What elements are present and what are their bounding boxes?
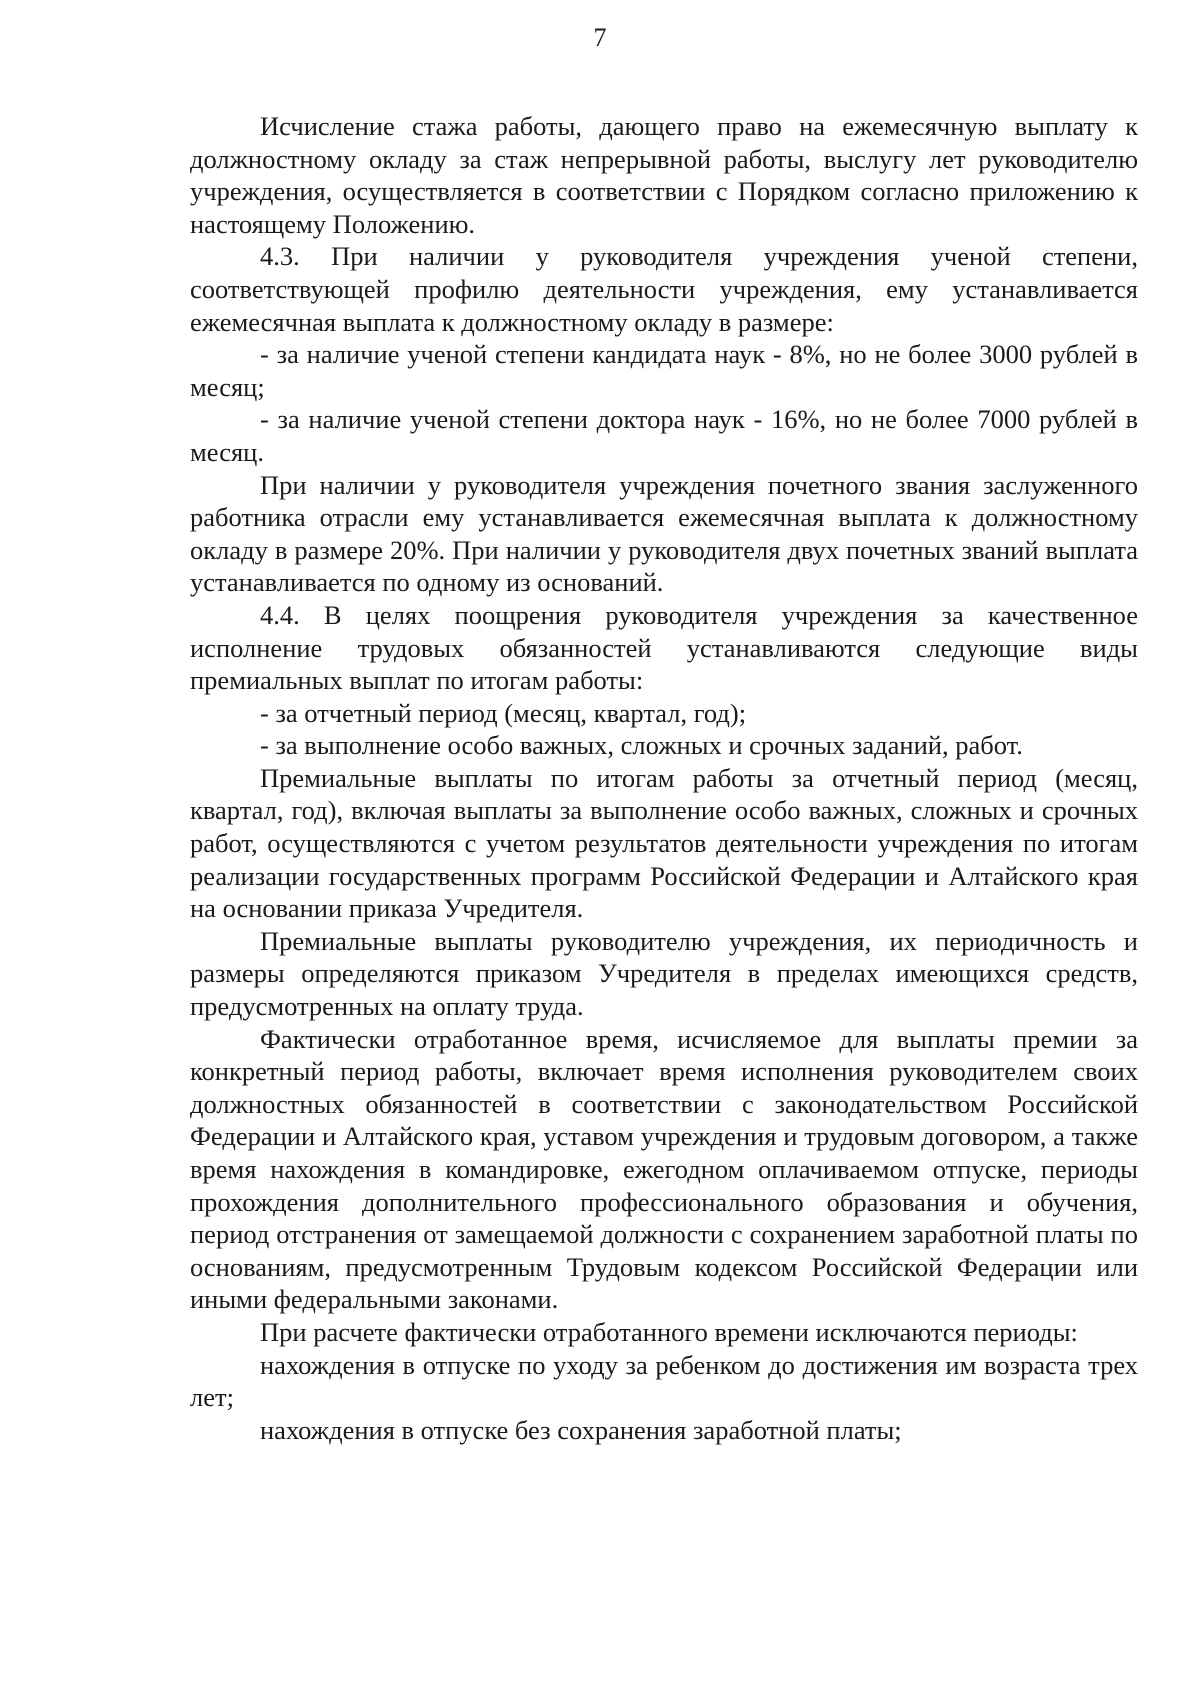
list-item-unpaid-leave: нахождения в отпуске без сохранения заработной платы; — [260, 1414, 902, 1445]
paragraph-honorary-title: При наличии у руководителя учреждения почетного звания заслуженного работника отрасли ему устанавливается ежемесячная выплата к должностному окладу в размере 20%. При наличии у руководителя двух почетных званий выплата устанавливается по одному из оснований. — [190, 469, 1138, 598]
paragraph-4-3-academic-degree: 4.3. При наличии у руководителя учреждения ученой степени, соответствующей профилю деятельности учреждения, ему устанавливается ежемесячная выплата к должностному окладу в размере: — [190, 241, 1138, 337]
paragraph-bonus-frequency: Премиальные выплаты руководителю учреждения, их периодичность и размеры определяются приказом Учредителя в пределах имеющихся средств, предусмотренных на оплату труда. — [190, 925, 1138, 1022]
paragraph-bonus-results: Премиальные выплаты по итогам работы за отчетный период (месяц, квартал, год), включая выплаты за выполнение особо важных, сложных и срочных работ, осуществляются с учетом результатов деятельности учреждения по итогам реализации государственных программ Российской Федерации и Алтайского края на основании приказа Учредителя. — [190, 762, 1138, 924]
list-item-doctor-degree: - за наличие ученой степени доктора наук - 16%, но не более 7000 рублей в месяц. — [190, 404, 1138, 467]
paragraph-4-4-bonus-types: 4.4. В целях поощрения руководителя учреждения за качественное исполнение трудовых обязанностей устанавливаются следующие виды премиальных выплат по итогам работы: — [190, 599, 1138, 696]
paragraph-seniority-calculation: Исчисление стажа работы, дающего право на ежемесячную выплату к должностному окладу за стаж непрерывной работы, выслугу лет руководителю учреждения, осуществляется в соответствии с Порядком согласно приложению к настоящему Положению. — [190, 111, 1138, 239]
list-item-childcare-leave: нахождения в отпуске по уходу за ребенком до достижения им возраста трех лет; — [190, 1349, 1138, 1413]
document-body — [190, 110, 1138, 1446]
list-item-candidate-degree: - за наличие ученой степени кандидата наук - 8%, но не более 3000 рублей в месяц; — [190, 339, 1138, 402]
page-number: 7 — [593, 23, 607, 52]
paragraph-actual-time-worked: Фактически отработанное время, исчисляемое для выплаты премии за конкретный период работы, включает время исполнения руководителем своих должностных обязанностей в соответствии с законодательством Российской Федерации и Алтайского края, уставом учреждения и трудовым договором, а также время нахождения в командировке, ежегодном оплачиваемом отпуске, периоды прохождения дополнительного профессионального образования и обучения, период отстранения от замещаемой должности с сохранением заработной платы по основаниям, предусмотренным Трудовым кодексом Российской Федерации или иными федеральными законами. — [190, 1023, 1138, 1315]
list-item-reporting-period: - за отчетный период (месяц, квартал, год); — [260, 697, 747, 728]
paragraph-excluded-periods: При расчете фактически отработанного времени исключаются периоды: — [260, 1316, 1078, 1347]
list-item-important-tasks: - за выполнение особо важных, сложных и срочных заданий, работ. — [260, 730, 1023, 761]
